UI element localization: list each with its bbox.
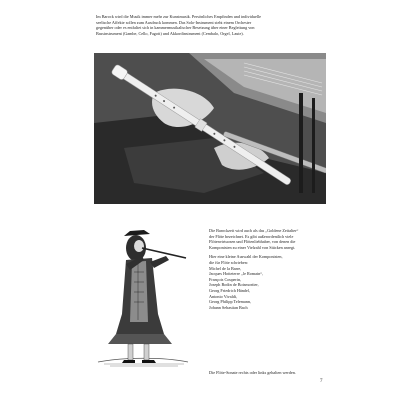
composer-name: François Couperin, xyxy=(209,276,242,282)
intro-line: gegenüber oder es entfaltet sich in kammermusikalischer Besetzung über einer Begleitung von xyxy=(96,25,255,31)
text-line: Flötenvirtuosen und Flötenliebhaber, von denen die xyxy=(209,239,296,245)
composer-name: Joseph Bodin de Boismortier, xyxy=(209,282,259,288)
text-line: Die Barockzeit wird auch als das „Goldene Zeitalter“ xyxy=(209,228,299,233)
composer-name: Antonio Vivaldi, xyxy=(209,293,238,299)
text-line: Hier eine kleine Auswahl der Komponisten, xyxy=(209,254,283,260)
composer-name: Michel de la Barre, xyxy=(209,265,242,271)
text-line: Komponisten zu einer Vielzahl von Stücken anregt. xyxy=(209,244,296,250)
composer-name: Georg Philipp Telemann, xyxy=(209,299,252,305)
paragraph-goldenes-zeitalter xyxy=(209,228,329,250)
composer-name: Jacques Hotteterre „le Romain“, xyxy=(209,271,264,277)
page-number: 7 xyxy=(320,379,323,384)
intro-paragraph xyxy=(96,14,332,36)
instruments-photo xyxy=(94,53,326,204)
right-column-text xyxy=(209,228,329,310)
intro-line: Bassinstrument (Gambe, Cello, Fagott) und Akkordinstrument (Cembalo, Orgel, Laute). xyxy=(96,30,244,36)
intro-line: Im Barock wird die Musik immer mehr zur Kunstmusik. Persönliches Empfinden und individuelle xyxy=(96,14,262,19)
paragraph-komponisten xyxy=(209,254,329,265)
text-line: die für Flöte schrieben: xyxy=(209,259,248,265)
composer-list xyxy=(209,266,329,311)
flute-player-engraving xyxy=(94,222,192,372)
composer-name: Johann Sebastian Bach xyxy=(209,304,248,310)
flute-player-drawing xyxy=(94,222,192,372)
instruments-photo-drawing xyxy=(94,53,326,204)
intro-line: seelische Affekte sollen zum Ausdruck kommen. Das Solo-Instrument steht einem Orchester xyxy=(96,19,252,25)
image-caption: Die Flöte-Sonate rechts oder links gehalten werden. xyxy=(209,370,296,375)
text-line: der Flöte bezeichnet. Es gibt außerordentlich viele xyxy=(209,233,294,239)
composer-name: Georg Friedrich Händel, xyxy=(209,287,250,293)
